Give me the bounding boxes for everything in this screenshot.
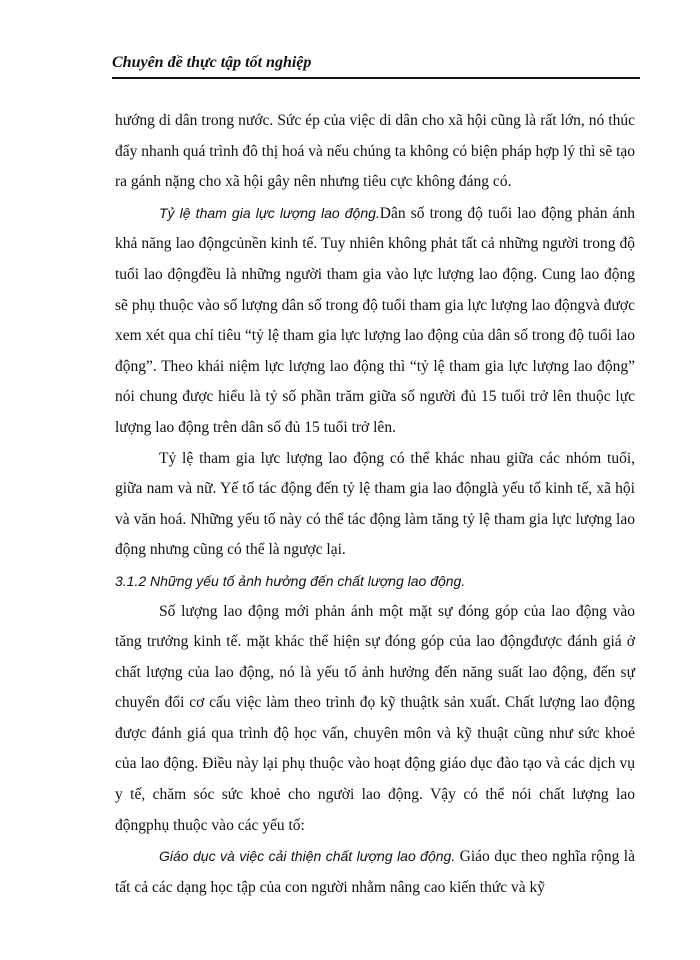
paragraph-1-text: hướng di dân trong nước. Sức ép của việc di dân cho xã hội cũng là rất lớn, nó thúc đẩy nhanh quá trình đô thị hoá và nếu chúng ta không có biện pháp hợp lý thì sẽ tạo ra gánh nặng cho xã hội gây nên nhưng tiêu cực không đáng có. [115, 112, 636, 191]
paragraph-1 [115, 106, 635, 198]
paragraph-2-lead: Tỷ lệ tham gia lực lượng lao động. [159, 204, 380, 221]
paragraph-5-text: Giáo dục theo nghĩa rộng là tất cả các dạng học tập của con người nhằm nâng cao kiến thức và kỹ [115, 848, 635, 896]
paragraph-4-text: Số lượng lao động mới phản ánh một mặt sự đóng góp của lao động vào tăng trưởng kinh tế. mặt khác thể hiện sự đóng góp của lao độngđược đánh giá ở chất lượng của lao động, nó là yếu tố ảnh hưởng đến năng suất lao động, đến sự chuyển đổi cơ cấu việc làm theo trình đọ kỹ thuậtk sản xuất. Chất lượng lao động được đánh giá qua trình độ học vấn, chuyên môn và kỹ thuật cũng như sức khoẻ của lao động. Điều này lại phụ thuộc vào hoạt động giáo dục đào tạo và các dịch vụ y tế, chăm sóc sức khoẻ cho người lao động. Vậy có thể nói chất lượng lao độngphụ thuộc vào các yếu tố: [115, 602, 635, 834]
paragraph-5 [115, 841, 635, 903]
document-body [115, 106, 635, 903]
paragraph-3 [115, 444, 635, 566]
paragraph-2-text: Dân số trong độ tuổi lao động phản ánh khả năng lao độngcủnền kinh tế. Tuy nhiên không phảt tất cả những người trong độ tuổi lao độngđều là những người tham gia vào lực lượng lao động. Cung lao động sẽ phụ thuộc vào số lượng dân số trong độ tuổi tham gia lực lượng lao độngvà được xem xét qua chỉ tiêu “tỷ lệ tham gia lực lượng lao động của dân số trong độ tuổi lao động”. Theo khái niệm lực lượng lao động thì “tỷ lệ tham gia lực lượng lao động” nói chung được hiểu là tỷ số phần trăm giữa số người đủ 15 tuổi trở lên thuộc lực lượng lao động trên dân số đủ 15 tuổi trở lên. [115, 204, 635, 436]
paragraph-3-text: Tỷ lệ tham gia lực lượng lao động có thể khác nhau giữa các nhóm tuổi, giữa nam và nữ. Yế tố tác động đến tỷ lệ tham gia lao độnglà yếu tố kinh tế, xã hội và văn hoá. Những yếu tố này có thể tác động làm tăng tỷ lệ tham gia lực lượng lao động nhưng cũng có thể là ngược lại. [115, 449, 635, 559]
section-heading-3-1-2: 3.1.2 Những yếu tố ảnh hưởng đến chất lượng lao động. [115, 572, 466, 589]
page-header: Chuyên đề thực tập tốt nghiệp [112, 54, 640, 79]
paragraph-2 [115, 198, 635, 444]
paragraph-4 [115, 597, 635, 842]
paragraph-5-lead: Giáo dục và việc cải thiện chất lượng lao động. [159, 848, 456, 865]
